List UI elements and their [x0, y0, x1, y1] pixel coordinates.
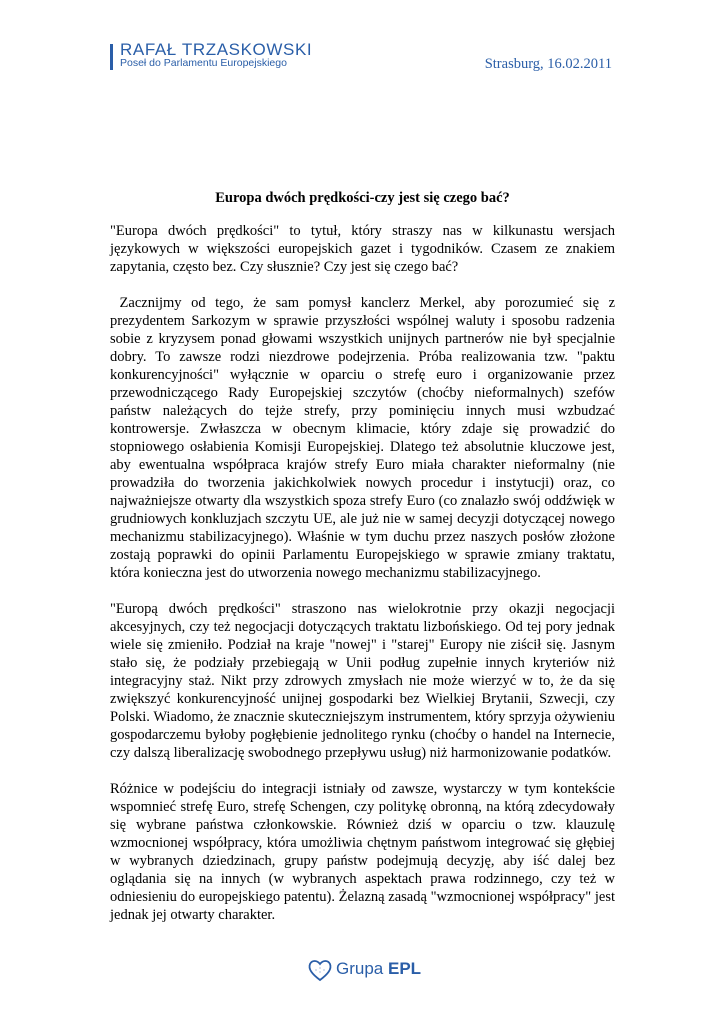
heart-stars-logo-icon — [306, 956, 334, 984]
paragraph: "Europą dwóch prędkości" straszono nas wielokrotnie przy okazji negocjacji akcesyjnych, czy też negocjacji dotyczących traktatu lizbońskiego. Od tej pory jednak wiele się zmieniło. Podział na kraje "nowej" i "starej" Europy nie ziścił się. Jasnym stało się, że podziały przebiegają w Unii podług zupełnie innych kryteriów niż integracyjny staż. Nikt przy zdrowych zmysłach nie może wierzyć w to, że da się zwiększyć konkurencyjność unijnej gospodarki bez Wielkiej Brytanii, Szwecji, czy Polski. Wiadomo, że znacznie skuteczniejszym instrumentem, który sprzyja ożywieniu gospodarczemu byłoby pogłębienie jednolitego rynku (choćby o handel na Internecie, czy dalszą liberalizację swobodnego przepływu usług) niż harmonizowanie podatków. — [110, 601, 615, 761]
document-title: Europa dwóch prędkości-czy jest się czego bać? — [215, 190, 510, 206]
document-body — [110, 222, 619, 942]
paragraph: Różnice w podejściu do integracji istniały od zawsze, wystarczy w tym kontekście wspomnieć strefę Euro, strefę Schengen, czy politykę obronną, na którą zdecydowały się wybrane państwa członkowskie. Również dziś w oparciu o tzw. klauzulę wzmocnionej współpracy, która umożliwia chętnym państwom integrować się głębiej w wybranych dziedzinach, grupy państw podejmują decyzję, aby iść dalej bez oglądania się na innych (w wybranych aspektach prawa rodzinnego, czy też w odniesieniu do europejskiego patentu). Żelazną zasadą "wzmocnionej współpracy" jest jednak jej otwarty charakter. — [110, 781, 615, 923]
letterhead-name: RAFAŁ TRZASKOWSKI — [120, 40, 313, 59]
footer-brand — [336, 959, 421, 979]
footer-brand-bold: EPL — [387, 959, 422, 978]
letterhead-role: Poseł do Parlamentu Europejskiego — [120, 57, 287, 69]
paragraph: Zacznijmy od tego, że sam pomysł kanclerz Merkel, aby porozumieć się z prezydentem Sarkozym w sprawie przyszłości wspólnej waluty i sposobu radzenia sobie z kryzysem ponad głowami wszystkich unijnych partnerów nie był specjalnie dobry. To zawsze rodzi niezdrowe podejrzenia. Próba realizowania tzw. "paktu konkurencyjności" wyłącznie w oparciu o strefę euro i organizowanie przez przewodniczącego Rady Europejskiej szczytów (choćby nieformalnych) szefów państw należących do tejże strefy, przy pominięciu innych musi wzbudzać kontrowersje. Zwłaszcza w obecnym klimacie, który zdaje się prowadzić do stopniowego osłabienia Komisji Europejskiej. Dlatego też absolutnie kluczowe jest, aby ewentualna współpraca krajów strefy Euro miała charakter nieformalny (nie prowadziła do tworzenia jakichkolwiek nowych procedur i instytucji) oraz, co najważniejsze otwarty dla wszystkich spoza strefy Euro (co znalazło swój oddźwięk w grudniowych konkluzjach szczytu UE, ale już nie w samej decyzji dotyczącej nowego mechanizmu stabilizacyjnego). Właśnie w tym duchu przez naszych posłów złożone zostają poprawki do opinii Parlamentu Europejskiego w sprawie zmiany traktatu, która konieczna jest do utworzenia nowego mechanizmu stabilizacyjnego. — [110, 295, 619, 581]
document-date: Strasburg, 16.02.2011 — [484, 56, 612, 72]
footer-logo — [306, 956, 426, 986]
letterhead-bar — [110, 44, 113, 70]
paragraph: "Europa dwóch prędkości" to tytuł, który straszy nas w kilkunastu wersjach językowych w większości europejskich gazet i tygodników. Czasem ze znakiem zapytania, często bez. Czy słusznie? Czy jest się czego bać? — [110, 223, 615, 275]
footer-brand-light: Grupa — [336, 959, 388, 978]
